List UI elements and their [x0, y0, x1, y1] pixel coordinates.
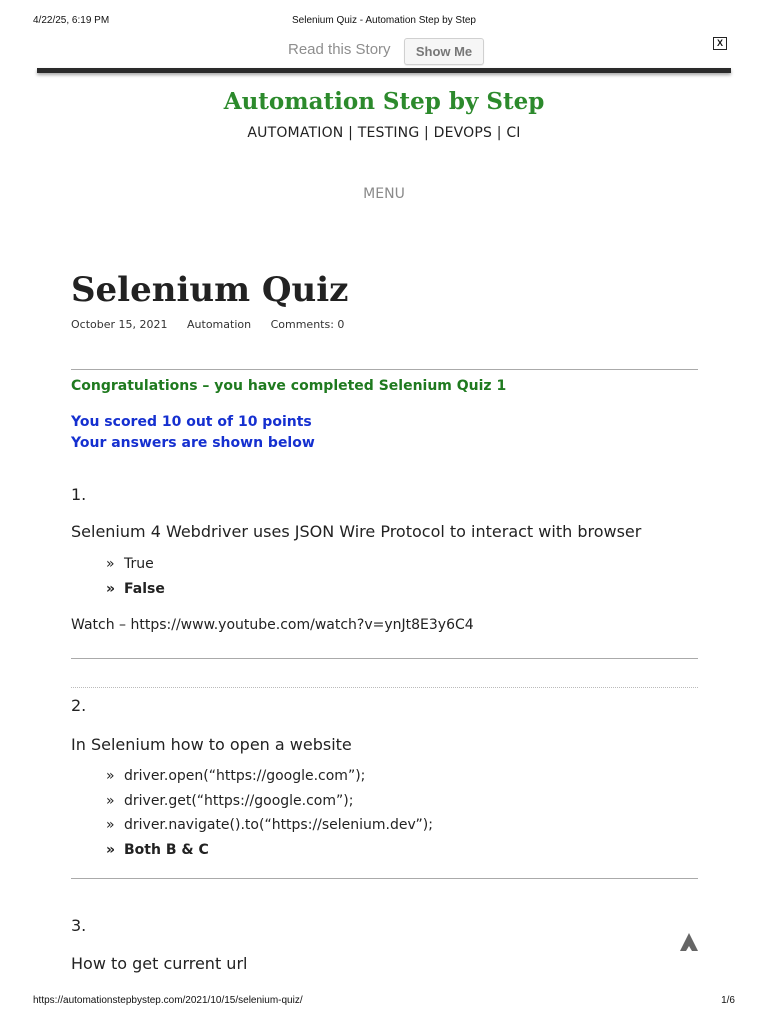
close-icon[interactable]: X	[713, 37, 727, 50]
site-tagline: AUTOMATION | TESTING | DEVOPS | CI	[247, 125, 521, 141]
divider	[71, 878, 698, 879]
divider	[71, 369, 698, 370]
question-text: In Selenium how to open a website	[71, 735, 352, 754]
answer-option	[106, 768, 433, 793]
post-category[interactable]: Automation	[187, 318, 252, 331]
menu-toggle[interactable]: MENU	[363, 186, 405, 202]
post-date[interactable]: October 15, 2021	[71, 318, 168, 331]
question-text: Selenium 4 Webdriver uses JSON Wire Protocol to interact with browser	[71, 522, 642, 541]
answer-label: driver.open(“https://google.com”);	[124, 768, 366, 784]
print-datetime: 4/22/25, 6:19 PM	[33, 15, 110, 26]
header-rule	[37, 68, 731, 73]
bullet-icon: »	[106, 556, 115, 572]
divider	[71, 658, 698, 659]
bullet-icon: »	[106, 817, 115, 834]
post-comments[interactable]: Comments: 0	[270, 318, 345, 331]
bullet-icon: »	[106, 792, 115, 809]
story-bar	[0, 38, 768, 66]
scroll-to-top-icon[interactable]	[680, 933, 698, 951]
question-number: 3.	[71, 916, 87, 935]
question-text: How to get current url	[71, 954, 248, 973]
question-number: 2.	[71, 696, 87, 715]
print-doc-title: Selenium Quiz - Automation Step by Step	[292, 15, 476, 26]
bullet-icon: »	[106, 841, 116, 858]
read-story-text: Read this Story	[288, 41, 391, 58]
quiz-score: You scored 10 out of 10 points	[71, 414, 312, 430]
answer-list	[106, 768, 433, 866]
answer-option-correct	[106, 581, 165, 606]
page-title: Selenium Quiz	[71, 270, 349, 310]
print-footer	[0, 995, 768, 1009]
answer-option	[106, 793, 433, 818]
dotted-divider	[71, 687, 698, 688]
answer-option	[106, 817, 433, 842]
answer-label: driver.navigate().to(“https://selenium.dev”);	[124, 817, 433, 834]
print-url: https://automationstepbystep.com/2021/10/15/selenium-quiz/	[33, 995, 303, 1006]
print-page-number: 1/6	[721, 995, 735, 1006]
print-header	[0, 15, 768, 29]
answer-option-correct	[106, 842, 433, 867]
answer-label: False	[124, 580, 165, 597]
post-meta	[71, 318, 360, 331]
answer-label: driver.get(“https://google.com”);	[124, 792, 354, 809]
watch-link[interactable]: Watch – https://www.youtube.com/watch?v=ynJt8E3y6C4	[71, 617, 474, 633]
bullet-icon: »	[106, 768, 115, 784]
show-me-button[interactable]: Show Me	[404, 38, 484, 65]
quiz-congrats: Congratulations – you have completed Selenium Quiz 1	[71, 378, 507, 394]
answer-option	[106, 556, 165, 581]
answer-label: Both B & C	[124, 841, 209, 858]
question-number: 1.	[71, 485, 87, 504]
quiz-answers-note: Your answers are shown below	[71, 435, 315, 451]
answer-list	[106, 556, 165, 605]
bullet-icon: »	[106, 580, 116, 597]
site-title[interactable]: Automation Step by Step	[223, 88, 545, 115]
answer-label: True	[124, 556, 154, 572]
